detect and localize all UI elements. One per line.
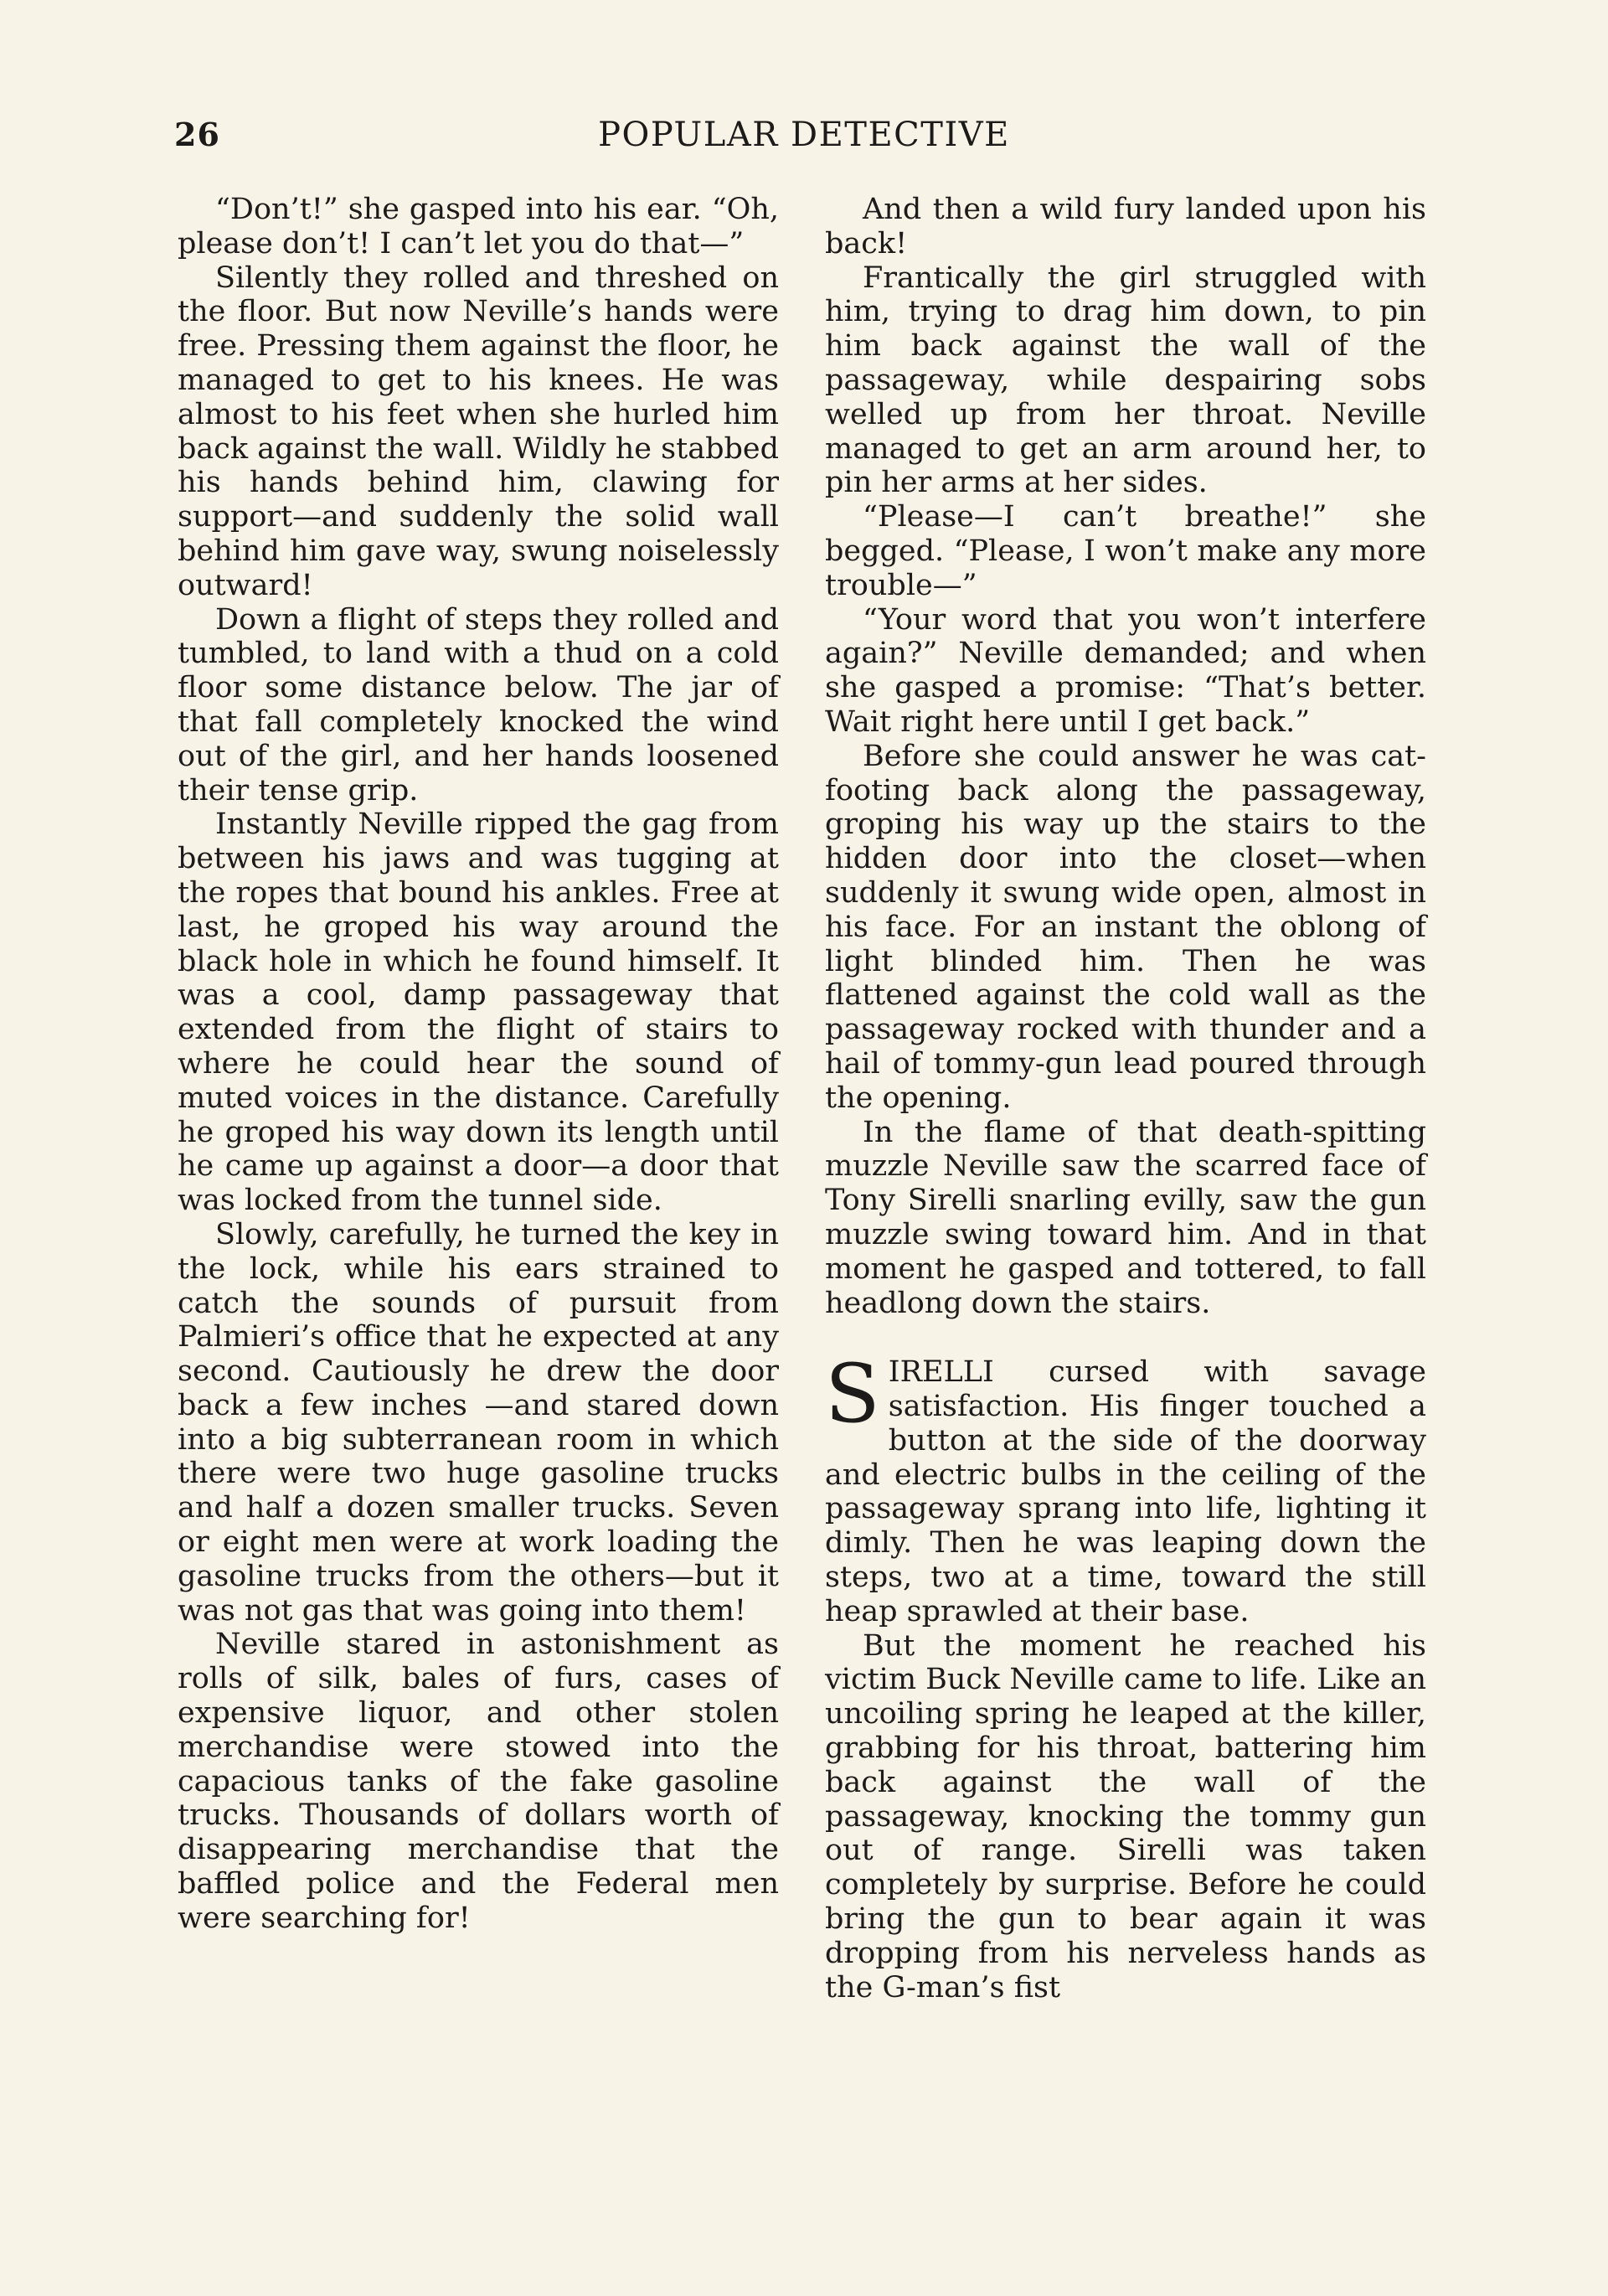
paragraph: Silently they rolled and threshed on the floor. But now Neville’s hands were free. Pressing them against the floor, he managed to get to his knees. He was almost to his feet when she hurled him back against the wall. Wildly he stabbed his hands behind him, clawing for support—and suddenly the solid wall behind him gave way, swung noiselessly outward!: [178, 261, 779, 602]
drop-cap: S: [825, 1347, 880, 1442]
paragraph: Instantly Neville ripped the gag from between his jaws and was tugging at the ropes that bound his ankles. Free at last, he groped his way around the black hole in which he found himself. It was a cool, damp passageway that extended from the flight of stairs to where he could hear the sound of muted voices in the distance. Carefully he groped his way down its length until he came up against a door—a door that was locked from the tunnel side.: [178, 807, 779, 1218]
left-column: [178, 193, 779, 1936]
page-header: [174, 116, 1430, 166]
paragraph: Before she could answer he was cat-footing back along the passageway, groping his way up the stairs to the hidden door into the closet—when suddenly it swung wide open, almost in his face. For an instant the oblong of light blinded him. Then he was flattened against the cold wall as the passageway rocked with thunder and a hail of tommy-gun lead poured through the opening.: [825, 739, 1426, 1115]
paragraph: Slowly, carefully, he turned the key in the lock, while his ears strained to catch the sounds of pursuit from Palmieri’s office that he expected at any second. Cautiously he drew the door back a few inches —and stared down into a big subterranean room in which there were two huge gasoline trucks and half a dozen smaller trucks. Seven or eight men were at work loading the gasoline trucks from the others—but it was not gas that was going into them!: [178, 1217, 779, 1628]
paragraph: And then a wild fury landed upon his back!: [825, 193, 1426, 261]
paragraph: Down a flight of steps they rolled and tumbled, to land with a thud on a cold floor some distance below. The jar of that fall completely knocked the wind out of the girl, and her hands loosened their tense grip.: [178, 602, 779, 807]
running-title: POPULAR DETECTIVE: [598, 116, 1010, 154]
paragraph: But the moment he reached his victim Buck Neville came to life. Like an uncoiling spring he leaped at the killer, grabbing for his throat, battering him back against the wall of the passageway, knocking the tommy gun out of range. Sirelli was taken completely by surprise. Before he could bring the gun to bear again it was dropping from his nerveless hands as the G-man’s fist: [825, 1628, 1426, 2004]
paragraph: Neville stared in astonishment as rolls of silk, bales of furs, cases of expensive liquor, and other stolen merchandise were stowed into the capacious tanks of the fake gasoline trucks. Thousands of dollars worth of disappearing merchandise that the baffled police and the Federal men were searching for!: [178, 1628, 779, 1935]
paragraph: “Don’t!” she gasped into his ear. “Oh, please don’t! I can’t let you do that—”: [178, 193, 779, 261]
paragraph: Frantically the girl struggled with him, trying to drag him down, to pin him back against the wall of the passageway, while despairing sobs welled up from her throat. Neville managed to get an arm around her, to pin her arms at her sides.: [825, 261, 1426, 500]
right-column: [825, 193, 1426, 2004]
paragraph: In the flame of that death-spitting muzzle Neville saw the scarred face of Tony Sirelli snarling evilly, saw the gun muzzle swing toward him. And in that moment he gasped and tottered, to fall headlong down the stairs.: [825, 1115, 1426, 1320]
paragraph: “Your word that you won’t interfere again?” Neville demanded; and when she gasped a promise: “That’s better. Wait right here until I get back.”: [825, 602, 1426, 739]
paragraph: “Please—I can’t breathe!” she begged. “Please, I won’t make any more trouble—”: [825, 500, 1426, 602]
section-opening-paragraph: [825, 1347, 1426, 1628]
section-opening-text: IRELLI cursed with savage satisfaction. His finger touched a button at the side of the doorway and electric bulbs in the ceiling of the passageway sprang into life, lighting it dimly. Then he was leaping down the steps, two at a time, toward the still heap sprawled at their base.: [825, 1355, 1426, 1628]
page-number: 26: [174, 116, 220, 153]
